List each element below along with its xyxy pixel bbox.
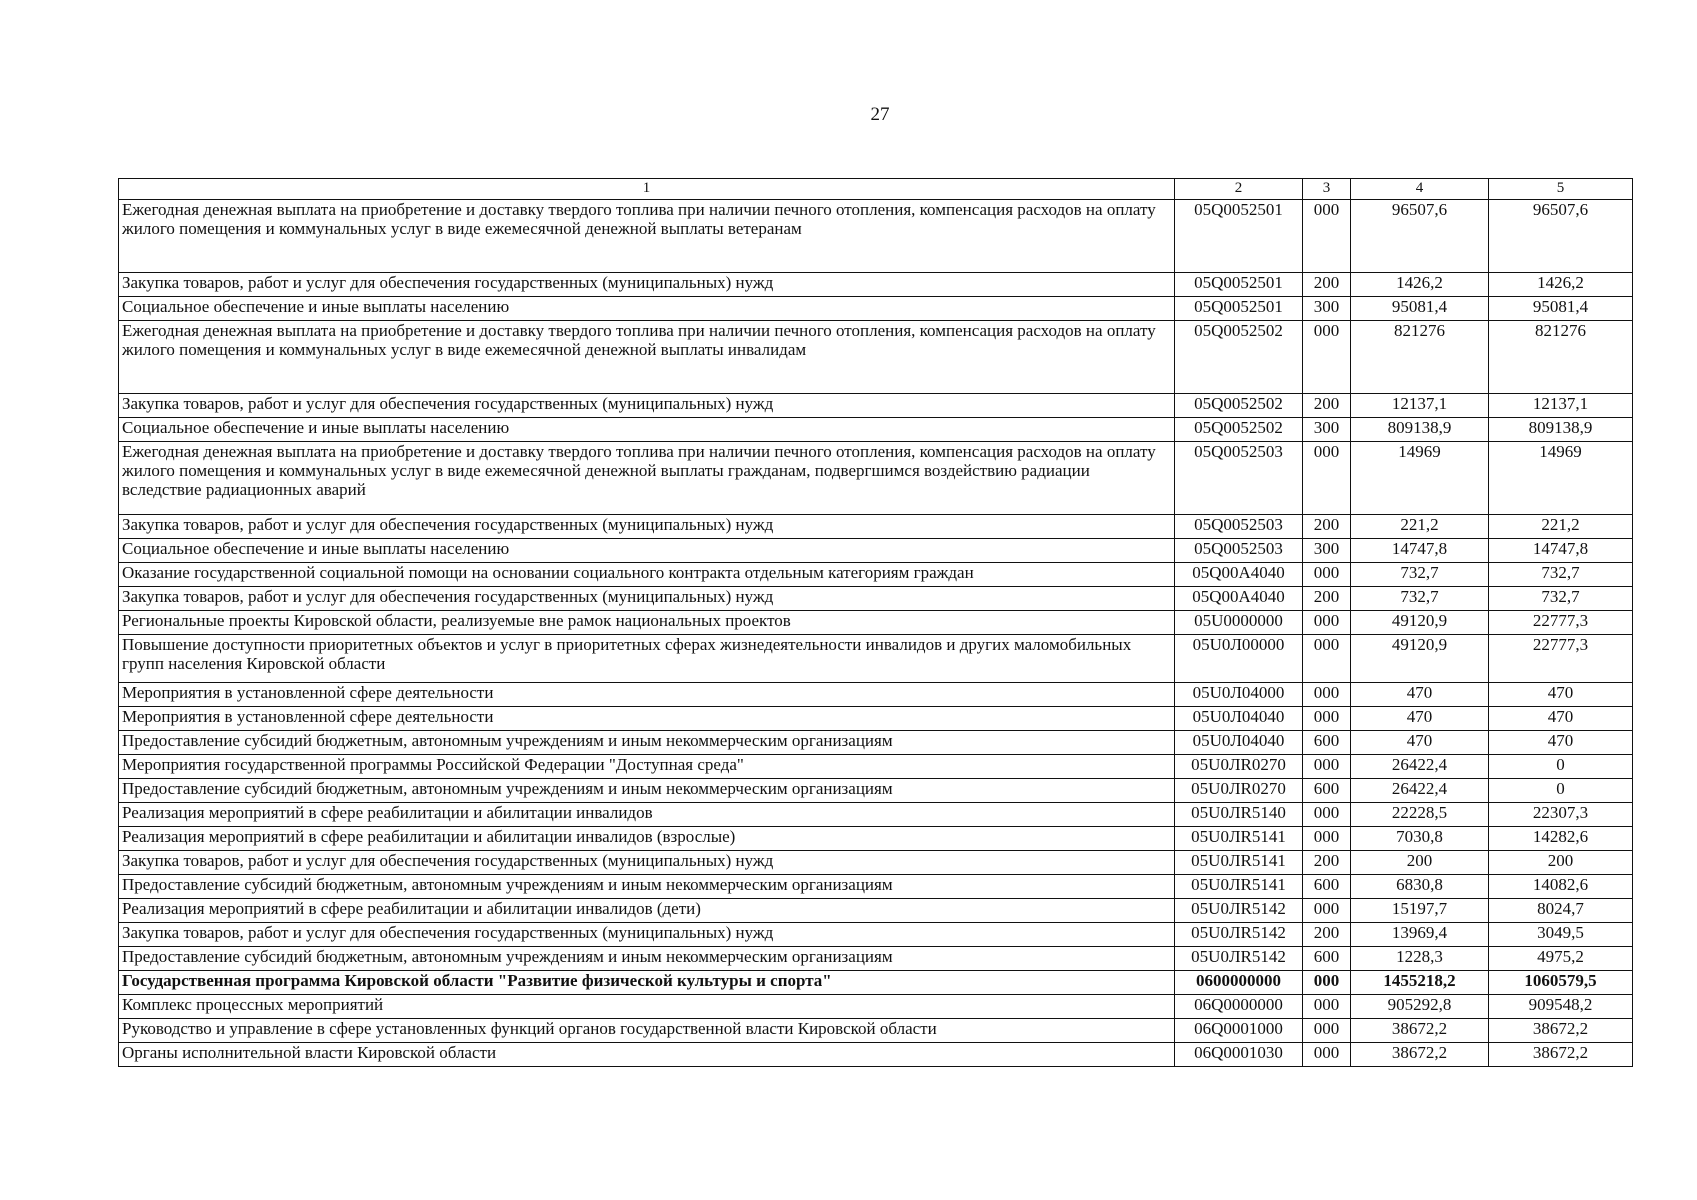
row-value-year-1: 13969,4 <box>1351 923 1489 947</box>
row-value-year-1: 809138,9 <box>1351 418 1489 442</box>
row-code: 05U0ЛR0270 <box>1175 755 1303 779</box>
row-name: Государственная программа Кировской области "Развитие физической культуры и спорта" <box>119 971 1175 995</box>
row-value-year-1: 26422,4 <box>1351 755 1489 779</box>
row-value-year-1: 1228,3 <box>1351 947 1489 971</box>
row-expense-type: 200 <box>1303 923 1351 947</box>
row-code: 05Q0052503 <box>1175 442 1303 515</box>
table-header-row <box>119 179 1633 200</box>
row-expense-type: 000 <box>1303 683 1351 707</box>
row-expense-type: 000 <box>1303 563 1351 587</box>
row-expense-type: 200 <box>1303 587 1351 611</box>
row-expense-type: 000 <box>1303 1043 1351 1067</box>
row-expense-type: 300 <box>1303 539 1351 563</box>
row-code: 05U0ЛR5141 <box>1175 875 1303 899</box>
table-row <box>119 587 1633 611</box>
table-row <box>119 539 1633 563</box>
row-value-year-2: 38672,2 <box>1489 1019 1633 1043</box>
row-expense-type: 000 <box>1303 707 1351 731</box>
row-expense-type: 600 <box>1303 779 1351 803</box>
row-value-year-2: 14082,6 <box>1489 875 1633 899</box>
row-value-year-1: 22228,5 <box>1351 803 1489 827</box>
table-row <box>119 803 1633 827</box>
row-expense-type: 000 <box>1303 200 1351 273</box>
row-value-year-1: 95081,4 <box>1351 297 1489 321</box>
row-expense-type: 000 <box>1303 635 1351 683</box>
row-name: Закупка товаров, работ и услуг для обеспечения государственных (муниципальных) нужд <box>119 515 1175 539</box>
row-value-year-2: 909548,2 <box>1489 995 1633 1019</box>
row-value-year-1: 49120,9 <box>1351 611 1489 635</box>
row-value-year-1: 49120,9 <box>1351 635 1489 683</box>
row-code: 06Q0001030 <box>1175 1043 1303 1067</box>
row-name: Мероприятия в установленной сфере деятельности <box>119 683 1175 707</box>
table-row <box>119 442 1633 515</box>
table-row <box>119 273 1633 297</box>
row-code: 05Q0052502 <box>1175 394 1303 418</box>
table-row <box>119 971 1633 995</box>
table-row <box>119 321 1633 394</box>
row-code: 05U0ЛR5142 <box>1175 899 1303 923</box>
row-value-year-2: 95081,4 <box>1489 297 1633 321</box>
table-row <box>119 899 1633 923</box>
row-value-year-1: 26422,4 <box>1351 779 1489 803</box>
row-code: 05Q0052502 <box>1175 321 1303 394</box>
row-value-year-1: 14969 <box>1351 442 1489 515</box>
row-value-year-2: 821276 <box>1489 321 1633 394</box>
table-row <box>119 394 1633 418</box>
row-name: Социальное обеспечение и иные выплаты населению <box>119 539 1175 563</box>
row-value-year-1: 96507,6 <box>1351 200 1489 273</box>
row-code: 06Q0000000 <box>1175 995 1303 1019</box>
table-row <box>119 418 1633 442</box>
table-row <box>119 635 1633 683</box>
row-code: 05U0ЛR5141 <box>1175 827 1303 851</box>
row-name: Закупка товаров, работ и услуг для обеспечения государственных (муниципальных) нужд <box>119 587 1175 611</box>
table-row <box>119 779 1633 803</box>
row-name: Ежегодная денежная выплата на приобретение и доставку твердого топлива при наличии печного отопления, компенсация расходов на оплату жилого помещения и коммунальных услуг в виде ежемесячной денежной выплаты ветеранам <box>119 200 1175 273</box>
row-expense-type: 000 <box>1303 321 1351 394</box>
row-name: Комплекс процессных мероприятий <box>119 995 1175 1019</box>
row-value-year-1: 470 <box>1351 731 1489 755</box>
row-code: 05Q0052501 <box>1175 297 1303 321</box>
row-name: Предоставление субсидий бюджетным, автономным учреждениям и иным некоммерческим организациям <box>119 779 1175 803</box>
row-value-year-2: 14969 <box>1489 442 1633 515</box>
row-value-year-2: 200 <box>1489 851 1633 875</box>
row-code: 05U0ЛR5140 <box>1175 803 1303 827</box>
table-row <box>119 851 1633 875</box>
row-name: Предоставление субсидий бюджетным, автономным учреждениям и иным некоммерческим организациям <box>119 731 1175 755</box>
row-name: Ежегодная денежная выплата на приобретение и доставку твердого топлива при наличии печного отопления, компенсация расходов на оплату жилого помещения и коммунальных услуг в виде ежемесячной денежной выплаты гражданам, подвергшимся воздействию радиации вследствие радиационных аварий <box>119 442 1175 515</box>
row-value-year-1: 14747,8 <box>1351 539 1489 563</box>
row-value-year-2: 1060579,5 <box>1489 971 1633 995</box>
row-value-year-2: 22777,3 <box>1489 611 1633 635</box>
row-name: Руководство и управление в сфере установленных функций органов государственной власти Кировской области <box>119 1019 1175 1043</box>
row-expense-type: 000 <box>1303 1019 1351 1043</box>
row-value-year-1: 38672,2 <box>1351 1019 1489 1043</box>
table-row <box>119 827 1633 851</box>
row-code: 05U0ЛR5142 <box>1175 923 1303 947</box>
row-expense-type: 600 <box>1303 947 1351 971</box>
table-row <box>119 683 1633 707</box>
row-code: 05U0ЛR5141 <box>1175 851 1303 875</box>
row-name: Оказание государственной социальной помощи на основании социального контракта отдельным категориям граждан <box>119 563 1175 587</box>
row-code: 05U0Л04040 <box>1175 707 1303 731</box>
row-value-year-2: 14282,6 <box>1489 827 1633 851</box>
row-expense-type: 600 <box>1303 875 1351 899</box>
row-value-year-1: 6830,8 <box>1351 875 1489 899</box>
row-name: Повышение доступности приоритетных объектов и услуг в приоритетных сферах жизнедеятельности инвалидов и других маломобильных групп населения Кировской области <box>119 635 1175 683</box>
row-name: Органы исполнительной власти Кировской области <box>119 1043 1175 1067</box>
row-name: Региональные проекты Кировской области, реализуемые вне рамок национальных проектов <box>119 611 1175 635</box>
table-row <box>119 731 1633 755</box>
row-expense-type: 300 <box>1303 297 1351 321</box>
row-value-year-1: 200 <box>1351 851 1489 875</box>
row-value-year-2: 22307,3 <box>1489 803 1633 827</box>
row-value-year-2: 12137,1 <box>1489 394 1633 418</box>
row-value-year-1: 470 <box>1351 707 1489 731</box>
row-name: Закупка товаров, работ и услуг для обеспечения государственных (муниципальных) нужд <box>119 851 1175 875</box>
row-value-year-1: 732,7 <box>1351 587 1489 611</box>
row-expense-type: 000 <box>1303 803 1351 827</box>
header-col-2: 2 <box>1175 179 1303 200</box>
table-row <box>119 755 1633 779</box>
row-code: 05U0Л04000 <box>1175 683 1303 707</box>
table-row <box>119 297 1633 321</box>
row-code: 05U0ЛR0270 <box>1175 779 1303 803</box>
row-code: 05U0Л00000 <box>1175 635 1303 683</box>
row-code: 05Q0052502 <box>1175 418 1303 442</box>
row-value-year-2: 732,7 <box>1489 563 1633 587</box>
row-name: Социальное обеспечение и иные выплаты населению <box>119 418 1175 442</box>
row-value-year-2: 732,7 <box>1489 587 1633 611</box>
header-col-5: 5 <box>1489 179 1633 200</box>
row-value-year-2: 470 <box>1489 731 1633 755</box>
row-value-year-2: 470 <box>1489 683 1633 707</box>
row-value-year-1: 15197,7 <box>1351 899 1489 923</box>
row-name: Реализация мероприятий в сфере реабилитации и абилитации инвалидов <box>119 803 1175 827</box>
row-expense-type: 200 <box>1303 273 1351 297</box>
row-value-year-1: 1455218,2 <box>1351 971 1489 995</box>
row-code: 05Q0052501 <box>1175 273 1303 297</box>
table-body <box>119 179 1633 1067</box>
row-value-year-2: 22777,3 <box>1489 635 1633 683</box>
row-code: 06Q0001000 <box>1175 1019 1303 1043</box>
row-name: Ежегодная денежная выплата на приобретение и доставку твердого топлива при наличии печного отопления, компенсация расходов на оплату жилого помещения и коммунальных услуг в виде ежемесячной денежной выплаты инвалидам <box>119 321 1175 394</box>
row-code: 05Q0052501 <box>1175 200 1303 273</box>
row-expense-type: 200 <box>1303 394 1351 418</box>
row-value-year-2: 3049,5 <box>1489 923 1633 947</box>
row-value-year-1: 38672,2 <box>1351 1043 1489 1067</box>
header-col-3: 3 <box>1303 179 1351 200</box>
table-row <box>119 947 1633 971</box>
row-expense-type: 300 <box>1303 418 1351 442</box>
row-value-year-2: 1426,2 <box>1489 273 1633 297</box>
row-code: 05Q00A4040 <box>1175 587 1303 611</box>
row-expense-type: 000 <box>1303 995 1351 1019</box>
row-value-year-2: 96507,6 <box>1489 200 1633 273</box>
header-col-4: 4 <box>1351 179 1489 200</box>
table-row <box>119 875 1633 899</box>
row-value-year-2: 4975,2 <box>1489 947 1633 971</box>
row-name: Реализация мероприятий в сфере реабилитации и абилитации инвалидов (дети) <box>119 899 1175 923</box>
row-name: Предоставление субсидий бюджетным, автономным учреждениям и иным некоммерческим организациям <box>119 875 1175 899</box>
table-row <box>119 923 1633 947</box>
row-value-year-2: 221,2 <box>1489 515 1633 539</box>
row-value-year-2: 0 <box>1489 755 1633 779</box>
row-value-year-2: 38672,2 <box>1489 1043 1633 1067</box>
row-value-year-1: 1426,2 <box>1351 273 1489 297</box>
row-name: Предоставление субсидий бюджетным, автономным учреждениям и иным некоммерческим организациям <box>119 947 1175 971</box>
row-value-year-2: 809138,9 <box>1489 418 1633 442</box>
row-name: Закупка товаров, работ и услуг для обеспечения государственных (муниципальных) нужд <box>119 923 1175 947</box>
row-code: 05U0Л04040 <box>1175 731 1303 755</box>
row-value-year-1: 221,2 <box>1351 515 1489 539</box>
table-row <box>119 563 1633 587</box>
row-name: Реализация мероприятий в сфере реабилитации и абилитации инвалидов (взрослые) <box>119 827 1175 851</box>
row-value-year-1: 7030,8 <box>1351 827 1489 851</box>
row-name: Мероприятия государственной программы Российской Федерации "Доступная среда" <box>119 755 1175 779</box>
row-code: 05Q00A4040 <box>1175 563 1303 587</box>
table-row <box>119 1043 1633 1067</box>
row-code: 05U0ЛR5142 <box>1175 947 1303 971</box>
row-name: Мероприятия в установленной сфере деятельности <box>119 707 1175 731</box>
row-code: 05U0000000 <box>1175 611 1303 635</box>
table-row <box>119 200 1633 273</box>
row-code: 0600000000 <box>1175 971 1303 995</box>
row-expense-type: 000 <box>1303 755 1351 779</box>
row-expense-type: 000 <box>1303 442 1351 515</box>
header-col-1: 1 <box>119 179 1175 200</box>
table-row <box>119 1019 1633 1043</box>
row-expense-type: 000 <box>1303 827 1351 851</box>
row-name: Социальное обеспечение и иные выплаты населению <box>119 297 1175 321</box>
table-row <box>119 995 1633 1019</box>
row-value-year-2: 470 <box>1489 707 1633 731</box>
table-row <box>119 707 1633 731</box>
row-name: Закупка товаров, работ и услуг для обеспечения государственных (муниципальных) нужд <box>119 394 1175 418</box>
row-value-year-1: 470 <box>1351 683 1489 707</box>
table-row <box>119 515 1633 539</box>
row-expense-type: 600 <box>1303 731 1351 755</box>
row-name: Закупка товаров, работ и услуг для обеспечения государственных (муниципальных) нужд <box>119 273 1175 297</box>
row-expense-type: 200 <box>1303 851 1351 875</box>
row-expense-type: 000 <box>1303 611 1351 635</box>
row-value-year-1: 821276 <box>1351 321 1489 394</box>
page-number: 27 <box>870 104 890 125</box>
row-value-year-2: 8024,7 <box>1489 899 1633 923</box>
row-value-year-1: 732,7 <box>1351 563 1489 587</box>
row-code: 05Q0052503 <box>1175 515 1303 539</box>
row-value-year-2: 14747,8 <box>1489 539 1633 563</box>
row-expense-type: 200 <box>1303 515 1351 539</box>
row-value-year-2: 0 <box>1489 779 1633 803</box>
budget-table <box>118 178 1633 1067</box>
row-value-year-1: 12137,1 <box>1351 394 1489 418</box>
row-expense-type: 000 <box>1303 899 1351 923</box>
row-code: 05Q0052503 <box>1175 539 1303 563</box>
row-expense-type: 000 <box>1303 971 1351 995</box>
row-value-year-1: 905292,8 <box>1351 995 1489 1019</box>
table-row <box>119 611 1633 635</box>
